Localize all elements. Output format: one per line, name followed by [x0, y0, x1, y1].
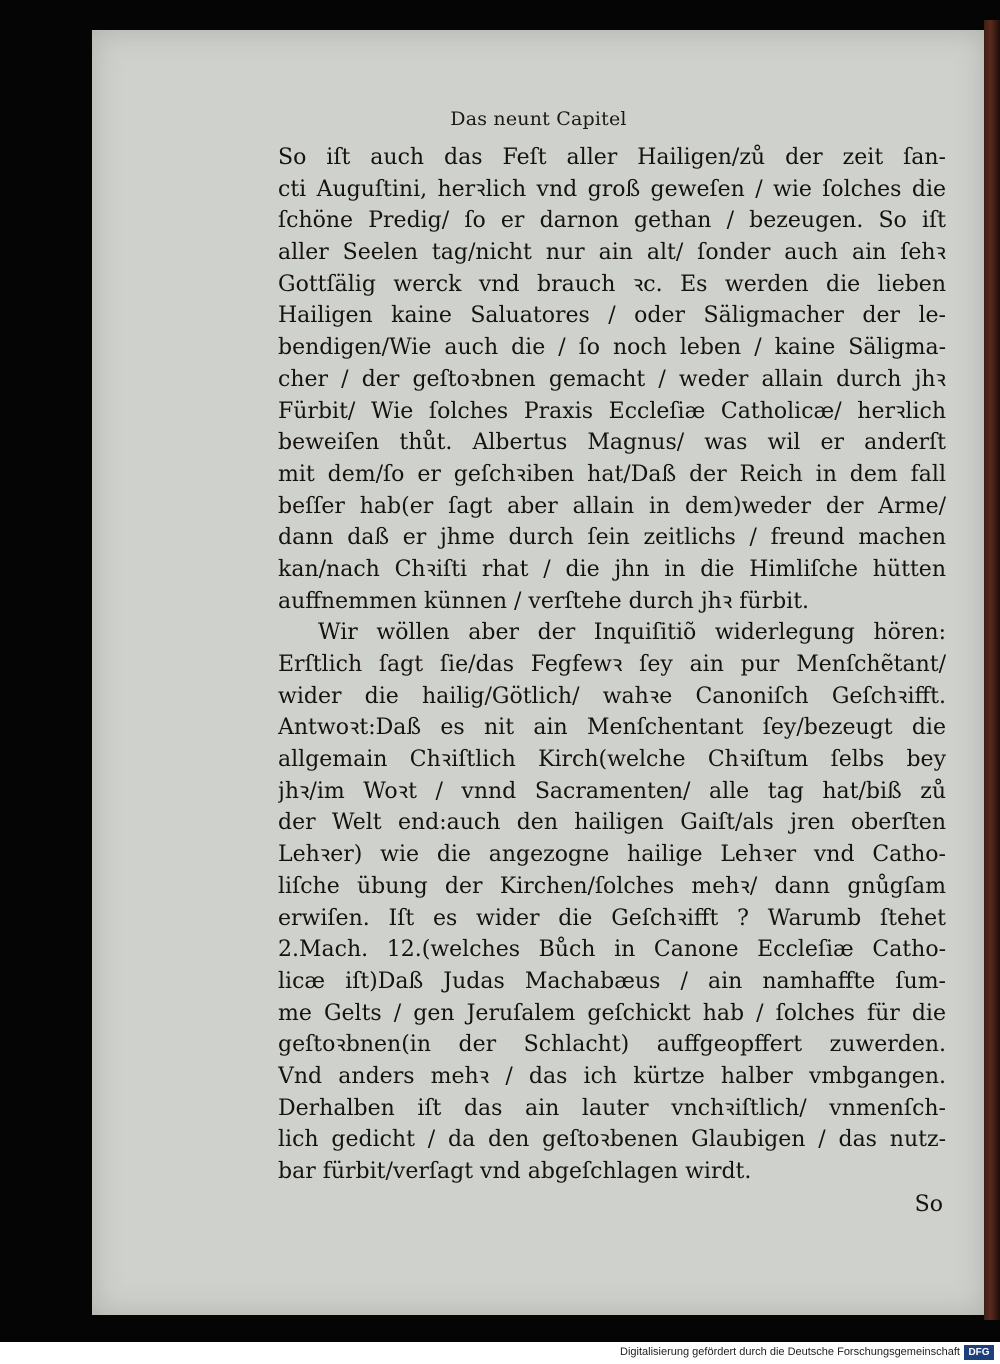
text-line: der Welt end:auch den hailigen Gaiſt/als jren oberſten: [278, 810, 946, 836]
text-line: wider die hailig/Götlich/ wahꝛe Canoniſch Geſchꝛifft.: [278, 683, 946, 709]
text-line: auffnemmen künnen / verſtehe durch jhꝛ fürbit.: [278, 588, 810, 614]
text-line: Vnd anders mehꝛ / das ich kürtze halber vmbgangen.: [278, 1063, 946, 1089]
text-line: Wir wöllen aber der Inquiſitiõ widerlegung hören:: [318, 620, 946, 646]
text-block: [278, 142, 946, 1188]
text-line: cti Auguſtini, herꝛlich vnd groß geweſen / wie ſolches die: [278, 176, 946, 202]
text-line: cher / der geſtoꝛbnen gemacht / weder allain durch jhꝛ: [278, 366, 946, 392]
text-line: me Gelts / gen Jeruſalem geſchickt hab / ſolches für die: [278, 1000, 946, 1026]
book-page: [92, 30, 985, 1315]
text-line: So iſt auch das Feſt aller Hailigen/zů der zeit ſan-: [278, 145, 946, 170]
text-line: Hailigen kaine Saluatores / oder Säligmacher der le-: [278, 303, 946, 329]
text-line: Derhalben iſt das ain lauter vnchꝛiſtlich/ vnmenſch-: [278, 1095, 946, 1121]
text-line: Lehꝛer) wie die angezogne hailige Lehꝛer vnd Catho-: [278, 842, 946, 868]
text-line: liſche übung der Kirchen/ſolches mehꝛ/ dann gnůgſam: [278, 873, 946, 899]
catchword: So: [914, 1192, 943, 1217]
text-line: lich gedicht / da den geſtoꝛbenen Glaubigen / das nutz-: [278, 1127, 946, 1153]
text-line: Antwoꝛt:Daß es nit ain Menſchentant ſey/bezeugt die: [278, 715, 946, 741]
text-line: geſtoꝛbnen(in der Schlacht) auffgeopffert zuwerden.: [278, 1032, 946, 1058]
text-line: beweiſen thůt. Albertus Magnus/ was wil er anderſt: [278, 430, 946, 456]
text-line: bendigen/Wie auch die / ſo noch leben / kaine Säligma-: [278, 335, 946, 361]
running-head: Das neunt Capitel: [450, 108, 627, 130]
text-line: beſſer hab(er ſagt aber allain in dem)weder der Arme/: [278, 493, 946, 519]
dfg-logo: DFG: [964, 1345, 994, 1360]
text-line: erwiſen. Iſt es wider die Geſchꝛifft ? Warumb ſtehet: [278, 905, 946, 931]
text-line: aller Seelen tag/nicht nur ain alt/ ſonder auch ain ſehꝛ: [278, 240, 946, 266]
text-line: kan/nach Chꝛiſti rhat / die jhn in die Himliſche hütten: [278, 556, 946, 582]
book-edge: [984, 20, 1000, 1320]
text-line: mit dem/ſo er geſchꝛiben hat/Daß der Reich in dem fall: [278, 461, 946, 487]
text-line: Erſtlich ſagt ſie/das Fegfewꝛ ſey ain pur Menſchẽtant/: [278, 652, 946, 677]
text-line: Fürbit/ Wie ſolches Praxis Eccleſiæ Catholicæ/ herꝛlich: [278, 398, 946, 424]
text-line: allgemain Chꝛiſtlich Kirch(welche Chꝛiſtum ſelbs bey: [278, 747, 946, 773]
text-line: bar fürbit/verſagt vnd abgeſchlagen wirdt.: [278, 1159, 752, 1184]
text-line: dann daß er jhme durch ſein zeitlichs / freund machen: [278, 525, 946, 551]
text-line: licæ iſt)Daß Judas Machabæus / ain namhaffte ſum-: [278, 968, 946, 994]
footer-credit: Digitalisierung gefördert durch die Deutsche Forschungsgemeinschaft: [620, 1346, 960, 1358]
text-line: 2.Mach. 12.(welches Bůch in Canone Eccleſiæ Catho-: [278, 937, 946, 963]
text-line: Gottſälig werck vnd brauch ꝛc. Es werden die lieben: [278, 271, 946, 297]
text-line: jhꝛ/im Woꝛt / vnnd Sacramenten/ alle tag hat/biß zů: [278, 778, 946, 804]
text-line: ſchöne Predig/ ſo er darnon gethan / bezeugen. So iſt: [278, 208, 946, 234]
